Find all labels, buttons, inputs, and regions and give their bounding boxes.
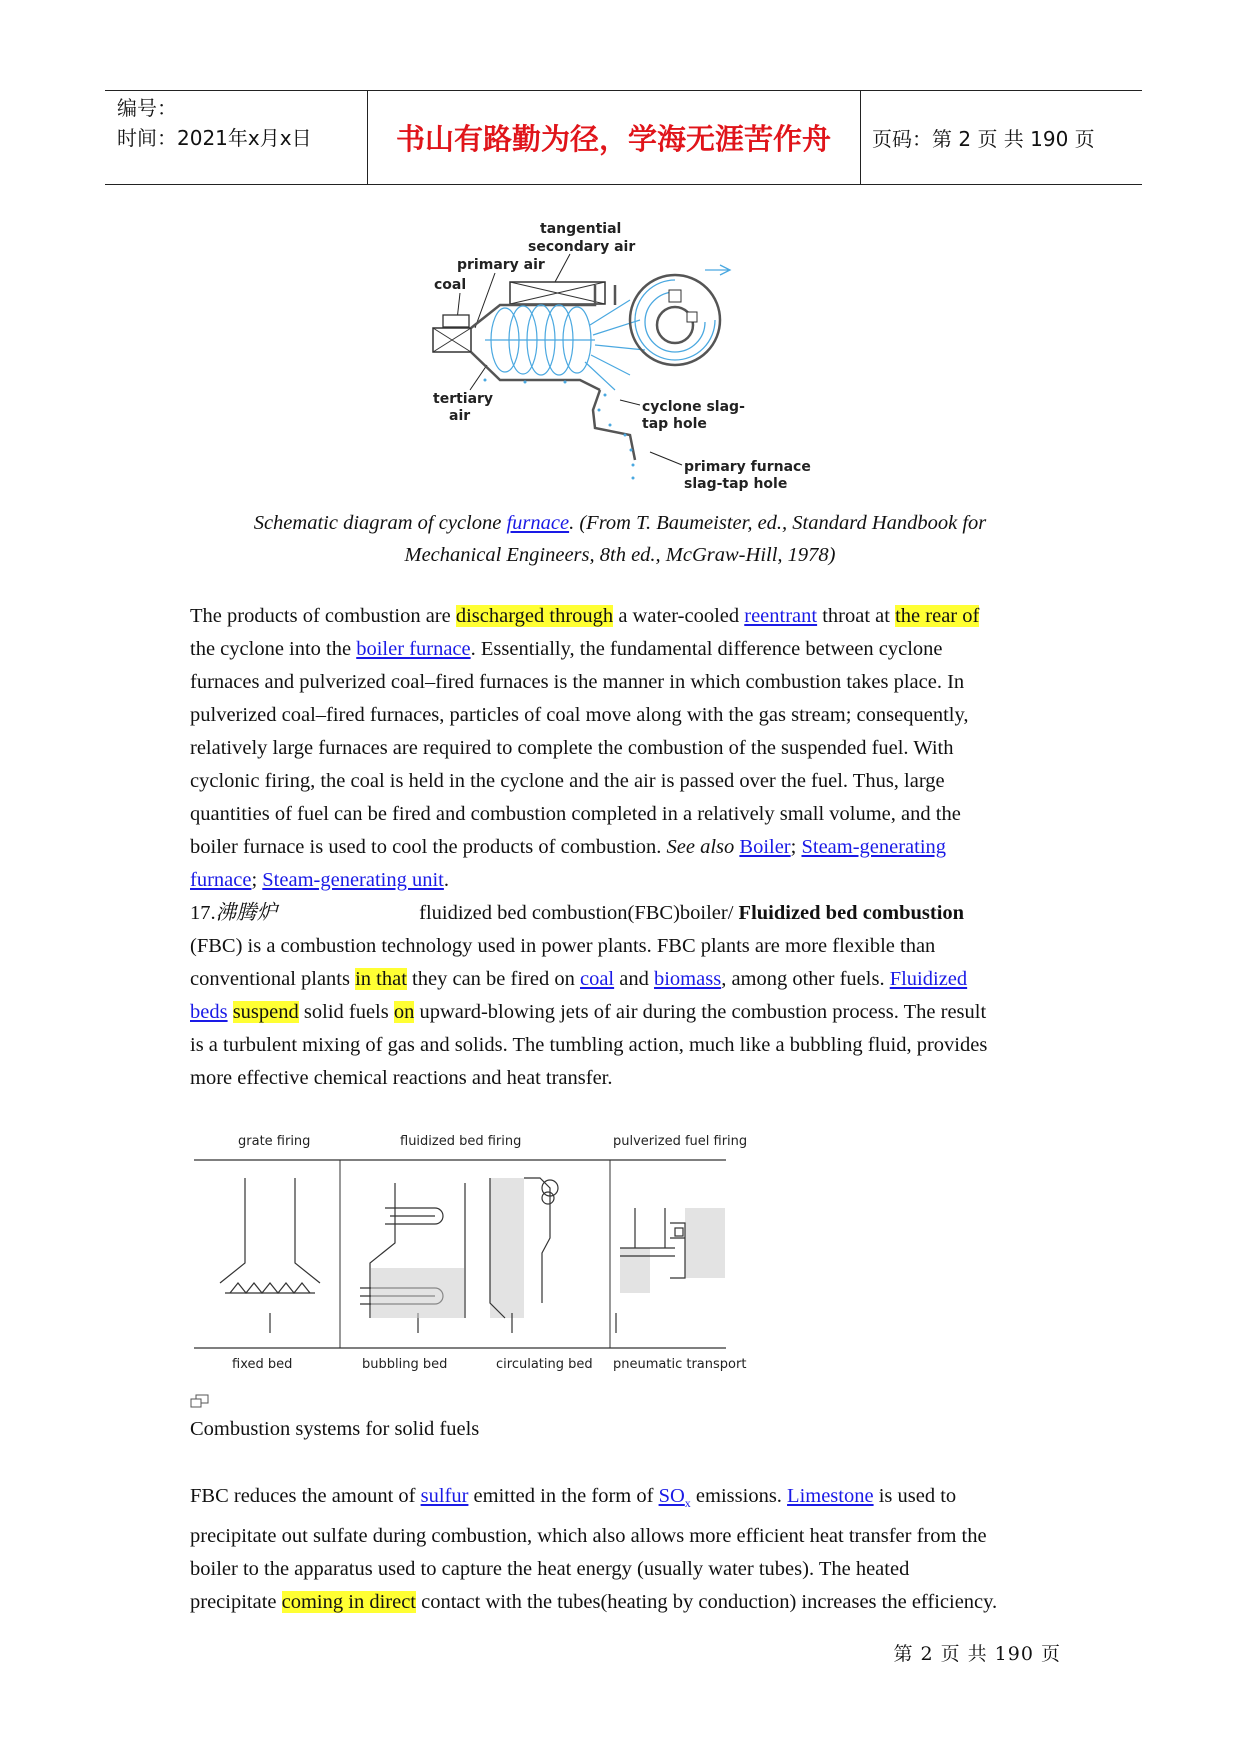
body-text: FBC reduces the amount of sulfur emitted in the form of $SO_x$ emissions. Limestone is used to precipitate out sulfate during combustion, which also allows more efficient heat transfer from the boiler to the apparatus used to capture the heat energy (usually water tubes). The heated precipitate coming in direct contact with the tubes(heating by conduction) increases the efficiency. [190,1485,998,1614]
link-coal[interactable]: coal [579,968,615,990]
header-page-number: 页码：第 2 页 共 190 页 [872,127,1095,151]
link-sulfur[interactable]: sulfur [420,1485,469,1507]
link-furnace[interactable]: furnace [506,512,570,534]
label-coal: coal [434,277,467,293]
link-fluidized-beds[interactable]: beds [190,1001,228,1023]
label-secondary-air: secondary air [528,239,636,255]
figure2-caption: Combustion systems for solid fuels [190,1418,480,1440]
label-cyclone-slag: cyclone slag- [642,399,745,415]
label-pulverized-fuel-firing: pulverized fuel firing [613,1134,748,1149]
header-meta [117,93,312,153]
link-boiler-furnace[interactable]: boiler furnace [356,638,471,660]
chinese-term: 沸腾炉 [215,902,278,924]
link-sox[interactable]: $SO_x$ [658,1485,691,1511]
label-slag-tap-hole: slag-tap hole [684,476,788,492]
caption-text: Schematic diagram of cyclone [253,512,507,534]
link-boiler[interactable]: Boiler [739,836,791,858]
image-placeholder-icon [190,1394,210,1408]
link-limestone[interactable]: Limestone [787,1485,874,1507]
body-text: The products of combustion are discharged through a water-cooled reentrant throat at the rear of the cyclone into the boiler furnace. Essentially, the fundamental difference between cyclone furnaces and pulverized coal–fired furnaces is the manner in which combustion takes place. In pulverized coal–fired furnaces, particles of coal move along with the gas stream; consequently, relatively large furnaces are required to complete the combustion of the suspended fuel. With cyclonic firing, the coal is held in the cyclone and the air is passed over the fuel. Thus, large quantities of fuel can be fired and combustion completed in a relatively small volume, and the boiler furnace is used to cool the products of combustion. See also Boiler; Steam-generating furnace; Steam-generating unit. 17.沸腾炉 fluidized bed combustion(FBC)boiler/ Fluidized bed combustion (FBC) is a combustion technology used in power plants. FBC plants are more flexible than conventional plants in that they can be fired on coal and biomass, among other fuels. Fluidized beds suspend solid fuels on upward-blowing jets of air during the combustion process. The result is a turbulent mixing of gas and solids. The tumbling action, much like a bubbling fluid, provides more effective chemical reactions and heat transfer. [190,605,988,1089]
label-fluidized-bed-firing: fluidized bed firing [400,1134,522,1149]
highlight: in that [355,968,407,990]
label-tangential: tangential [540,221,622,237]
label-primary-furnace: primary furnace [684,459,811,475]
label-tertiary: tertiary [433,391,494,407]
caption-text: Mechanical Engineers, 8th ed., McGraw-Hill, 1978) [404,544,836,566]
header-time: 时间：2021年x月x日 [117,126,312,150]
highlight: coming in direct [281,1591,416,1614]
label-bubbling-bed: bubbling bed [362,1357,448,1372]
link-reentrant[interactable]: reentrant [744,605,818,627]
header-number: 编号： [117,96,177,120]
page-header [105,90,1142,185]
label-air: air [449,408,471,424]
label-primary-air: primary air [457,257,545,273]
caption-text: . (From T. Baumeister, ed., Standard Handbook for [569,512,987,534]
header-motto: 书山有路勤为径，学海无涯苦作舟 [395,122,831,156]
highlight: discharged through [455,605,614,627]
highlight: suspend [232,1001,299,1023]
link-steam-generating-furnace[interactable]: furnace [190,869,252,891]
label-pneumatic-transport: pneumatic transport [613,1357,747,1372]
label-circulating-bed: circulating bed [496,1357,593,1372]
cyclone-furnace-diagram [425,220,825,495]
figure1-caption [190,507,1050,571]
combustion-systems-diagram [190,1128,750,1378]
link-biomass[interactable]: biomass [653,968,722,990]
header-divider [860,91,861,184]
highlight: on [393,1001,415,1023]
bold-term: Fluidized bed combustion [738,902,965,924]
link-steam-generating-unit[interactable]: Steam-generating unit [262,869,444,891]
label-fixed-bed: fixed bed [232,1357,293,1372]
label-grate-firing: grate firing [238,1134,311,1149]
link-fluidized-beds[interactable]: Fluidized [889,968,968,990]
link-steam-generating-furnace[interactable]: Steam-generating [801,836,947,858]
page-footer: 第 2 页 共 190 页 [893,1643,1061,1665]
label-tap-hole: tap hole [642,416,707,432]
highlight: the rear of [895,605,980,627]
